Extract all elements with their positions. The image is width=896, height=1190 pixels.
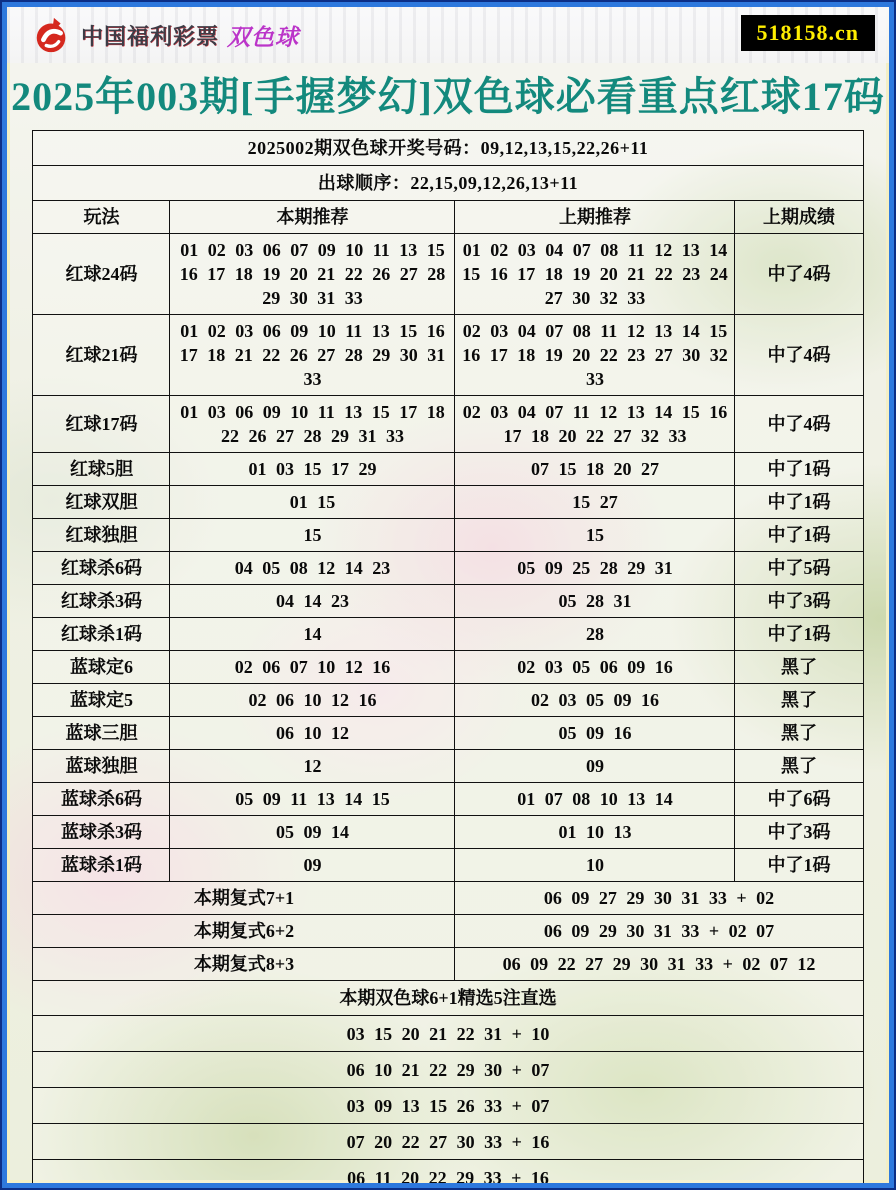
previous-numbers: 02 03 05 06 09 16 <box>455 651 735 684</box>
result-label: 中了1码 <box>735 453 863 486</box>
picks-header-row <box>33 981 863 1016</box>
previous-numbers: 02 03 04 07 11 12 13 14 15 16 17 18 20 22 27 32 33 <box>455 396 735 453</box>
duplex-label: 本期复式8+3 <box>33 948 455 981</box>
table-row-blue-kill3 <box>33 816 863 849</box>
result-label: 中了5码 <box>735 552 863 585</box>
current-numbers: 12 <box>170 750 455 783</box>
duplex-value: 06 09 27 29 30 31 33 + 02 <box>455 882 863 915</box>
table-row-red-kill6 <box>33 552 863 585</box>
pick-value: 03 09 13 15 26 33 + 07 <box>33 1088 863 1124</box>
duplex-row-7-1 <box>33 882 863 915</box>
current-numbers: 01 03 06 09 10 11 13 15 17 18 22 26 27 28 29 31 33 <box>170 396 455 453</box>
pick-value: 07 20 22 27 30 33 + 16 <box>33 1124 863 1160</box>
current-numbers: 04 05 08 12 14 23 <box>170 552 455 585</box>
current-numbers: 01 03 15 17 29 <box>170 453 455 486</box>
top-bar <box>7 7 889 63</box>
previous-numbers: 05 28 31 <box>455 585 735 618</box>
site-badge: 518158.cn <box>741 15 876 51</box>
table-row-blue-fix6 <box>33 651 863 684</box>
duplex-label: 本期复式7+1 <box>33 882 455 915</box>
previous-numbers: 05 09 16 <box>455 717 735 750</box>
play-label: 红球24码 <box>33 234 170 315</box>
result-label: 中了3码 <box>735 585 863 618</box>
pick-value: 03 15 20 21 22 31 + 10 <box>33 1016 863 1052</box>
cwl-logo-icon <box>31 14 73 56</box>
play-label: 蓝球杀3码 <box>33 816 170 849</box>
previous-numbers: 07 15 18 20 27 <box>455 453 735 486</box>
result-label: 黑了 <box>735 717 863 750</box>
play-label: 蓝球定6 <box>33 651 170 684</box>
current-numbers: 04 14 23 <box>170 585 455 618</box>
table-row-red-kill3 <box>33 585 863 618</box>
result-label: 中了4码 <box>735 315 863 396</box>
previous-numbers: 02 03 05 09 16 <box>455 684 735 717</box>
col-play: 玩法 <box>33 201 170 234</box>
play-label: 蓝球杀6码 <box>33 783 170 816</box>
play-label: 红球独胆 <box>33 519 170 552</box>
previous-numbers: 01 07 08 10 13 14 <box>455 783 735 816</box>
table-row-red-single <box>33 519 863 552</box>
current-numbers: 02 06 10 12 16 <box>170 684 455 717</box>
duplex-value: 06 09 29 30 31 33 + 02 07 <box>455 915 863 948</box>
table-row-red5dan <box>33 453 863 486</box>
result-label: 黑了 <box>735 750 863 783</box>
table-row-red-double <box>33 486 863 519</box>
col-result: 上期成绩 <box>735 201 863 234</box>
current-numbers: 01 15 <box>170 486 455 519</box>
play-label: 蓝球杀1码 <box>33 849 170 882</box>
duplex-row-8-3 <box>33 948 863 981</box>
current-numbers: 06 10 12 <box>170 717 455 750</box>
draw-order: 出球顺序：22,15,09,12,26,13+11 <box>33 166 863 201</box>
play-label: 红球17码 <box>33 396 170 453</box>
duplex-label: 本期复式6+2 <box>33 915 455 948</box>
column-header-row <box>33 201 863 234</box>
current-numbers: 01 02 03 06 09 10 11 13 15 16 17 18 21 22 26 27 28 29 30 31 33 <box>170 315 455 396</box>
current-numbers: 09 <box>170 849 455 882</box>
previous-numbers: 01 10 13 <box>455 816 735 849</box>
current-numbers: 14 <box>170 618 455 651</box>
previous-numbers: 02 03 04 07 08 11 12 13 14 15 16 17 18 19 20 22 23 27 30 32 33 <box>455 315 735 396</box>
brand-sub-text: 双色球 <box>227 23 300 50</box>
table-row-red21 <box>33 315 863 396</box>
previous-numbers: 15 27 <box>455 486 735 519</box>
previous-numbers: 28 <box>455 618 735 651</box>
play-label: 蓝球定5 <box>33 684 170 717</box>
cwl-logo <box>31 14 299 56</box>
current-numbers: 15 <box>170 519 455 552</box>
current-numbers: 01 02 03 06 07 09 10 11 13 15 16 17 18 19 20 21 22 26 27 28 29 30 31 33 <box>170 234 455 315</box>
table-row-red17 <box>33 396 863 453</box>
previous-numbers: 15 <box>455 519 735 552</box>
pick-value: 06 11 20 22 29 33 + 16 <box>33 1160 863 1184</box>
play-label: 红球5胆 <box>33 453 170 486</box>
draw-numbers-row <box>33 131 863 166</box>
table-row-blue-kill1 <box>33 849 863 882</box>
previous-numbers: 05 09 25 28 29 31 <box>455 552 735 585</box>
pick-value: 06 10 21 22 29 30 + 07 <box>33 1052 863 1088</box>
pick-row-5 <box>33 1160 863 1184</box>
result-label: 黑了 <box>735 684 863 717</box>
table-row-blue-fix5 <box>33 684 863 717</box>
table-row-red24 <box>33 234 863 315</box>
draw-numbers: 2025002期双色球开奖号码：09,12,13,15,22,26+11 <box>33 131 863 166</box>
play-label: 红球21码 <box>33 315 170 396</box>
play-label: 红球杀3码 <box>33 585 170 618</box>
previous-numbers: 09 <box>455 750 735 783</box>
play-label: 红球杀1码 <box>33 618 170 651</box>
current-numbers: 05 09 11 13 14 15 <box>170 783 455 816</box>
draw-order-row <box>33 166 863 201</box>
col-previous: 上期推荐 <box>455 201 735 234</box>
table-row-blue-kill6 <box>33 783 863 816</box>
result-label: 中了1码 <box>735 486 863 519</box>
play-label: 蓝球独胆 <box>33 750 170 783</box>
picks-header: 本期双色球6+1精选5注直选 <box>33 981 863 1016</box>
play-label: 红球杀6码 <box>33 552 170 585</box>
result-label: 中了1码 <box>735 618 863 651</box>
result-label: 中了1码 <box>735 519 863 552</box>
play-label: 红球双胆 <box>33 486 170 519</box>
table-row-red-kill1 <box>33 618 863 651</box>
result-label: 中了1码 <box>735 849 863 882</box>
pick-row-1 <box>33 1016 863 1052</box>
duplex-value: 06 09 22 27 29 30 31 33 + 02 07 12 <box>455 948 863 981</box>
page-title: 2025年003期[手握梦幻]双色球必看重点红球17码 <box>11 74 885 119</box>
pick-row-3 <box>33 1088 863 1124</box>
result-label: 黑了 <box>735 651 863 684</box>
play-label: 蓝球三胆 <box>33 717 170 750</box>
result-label: 中了4码 <box>735 396 863 453</box>
current-numbers: 02 06 07 10 12 16 <box>170 651 455 684</box>
previous-numbers: 10 <box>455 849 735 882</box>
page-background <box>7 7 889 1183</box>
previous-numbers: 01 02 03 04 07 08 11 12 13 14 15 16 17 18 19 20 21 22 23 24 27 30 32 33 <box>455 234 735 315</box>
brand-text: 中国福利彩票 <box>81 23 220 49</box>
current-numbers: 05 09 14 <box>170 816 455 849</box>
table-row-blue-single <box>33 750 863 783</box>
pick-row-4 <box>33 1124 863 1160</box>
result-label: 中了4码 <box>735 234 863 315</box>
result-label: 中了3码 <box>735 816 863 849</box>
duplex-row-6-2 <box>33 915 863 948</box>
col-current: 本期推荐 <box>170 201 455 234</box>
pick-row-2 <box>33 1052 863 1088</box>
prediction-table <box>32 130 863 1183</box>
table-row-blue-3dan <box>33 717 863 750</box>
result-label: 中了6码 <box>735 783 863 816</box>
